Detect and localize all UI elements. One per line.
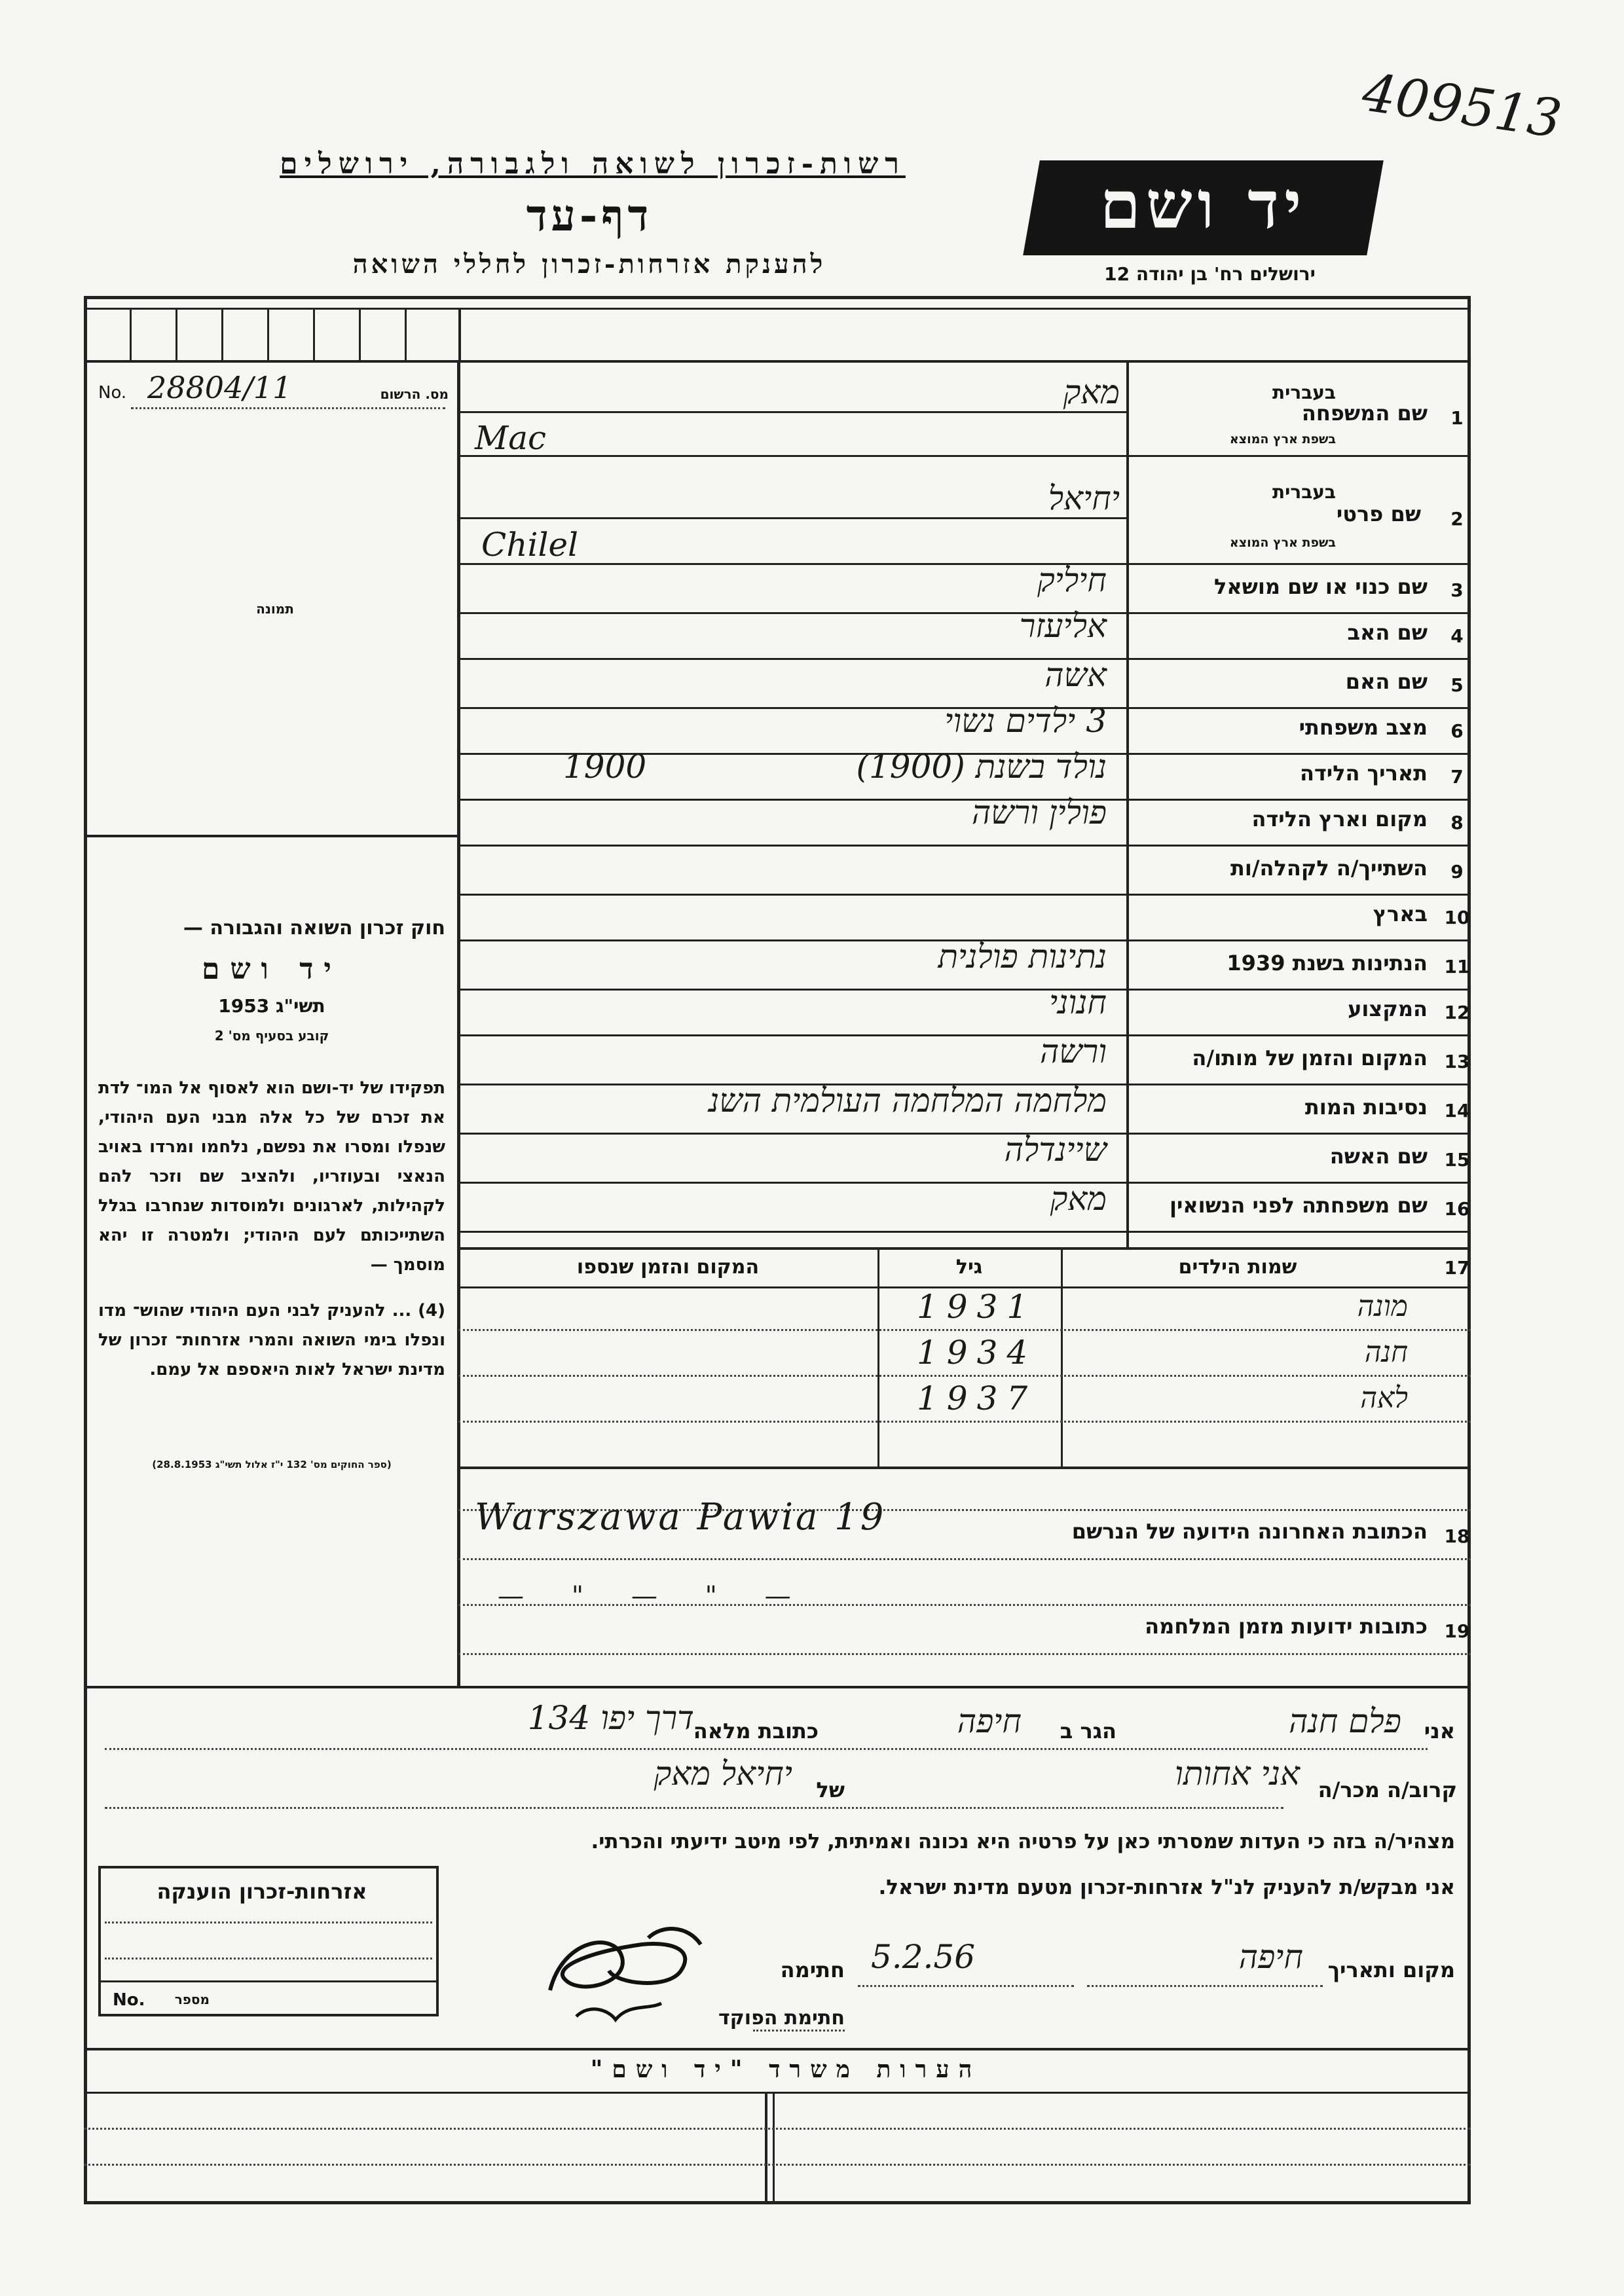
child-age: 1934 — [917, 1334, 1037, 1372]
decl-statement-1: מצהיר/ה בזה כי העדות שמסרתי כאן על פרטיה היא נכונה ואמיתית, לפי מיטב ידיעתי והכרתי. — [591, 1830, 1455, 1853]
decl-lives-label: הגר ב — [1060, 1719, 1116, 1743]
field-11-value: נתינות פולנית — [938, 938, 1107, 975]
field-2-number: 2 — [1450, 508, 1464, 530]
field-7-number: 7 — [1450, 766, 1464, 788]
law-year: תשי"ג 1953 — [218, 995, 325, 1017]
field-18-label: הכתובת האחרונה הידועה של הנרשם — [1071, 1519, 1428, 1544]
decl-place-value: חיפה — [1238, 1938, 1303, 1976]
law-section: קובע בסעיף מס' 2 — [214, 1028, 329, 1044]
children-col-place: המקום והזמן שנספו — [576, 1256, 760, 1279]
decl-addr-value: דרך יפו 134 — [527, 1699, 694, 1737]
field-16-value: מאק — [1050, 1180, 1107, 1218]
child-name: לאה — [1360, 1381, 1408, 1415]
field-18-value: Warszawa Pawia 19 — [475, 1496, 887, 1539]
decl-statement-2: אני מבקש/ת להעניק לנ"ל אזרחות-זכרון מטעם מדינת ישראל. — [878, 1876, 1455, 1899]
field-19-value: — " — " — — [498, 1581, 811, 1611]
field-19-label: כתובות ידועות מזמן המלחמה — [1145, 1614, 1428, 1639]
children-col-age: גיל — [955, 1256, 983, 1279]
field-13-number: 13 — [1444, 1051, 1470, 1072]
field-6-label: מצב משפחתי — [1299, 715, 1428, 740]
reg-no-prefix: No. — [98, 383, 127, 403]
field-10-label: בארץ — [1373, 902, 1428, 926]
field-13-label: המקום והזמן של מותו/ה — [1192, 1046, 1428, 1070]
field-12-value: חנוני — [1048, 983, 1107, 1021]
citizenship-number-label: מספר — [174, 1992, 210, 2007]
field-5-value: אשה — [1044, 656, 1107, 694]
field-12-label: המקצוע — [1348, 996, 1428, 1021]
decl-officer-signature-label: חתימת הפוקד — [718, 2007, 845, 2030]
decl-i-label: אני — [1424, 1719, 1455, 1743]
field-2-label: שם פרטי — [1336, 501, 1421, 526]
decl-i-value: פלם חנה — [1289, 1702, 1401, 1740]
child-age: 1937 — [917, 1379, 1037, 1417]
field-2-lang-local: בשפת ארץ המוצא — [1229, 536, 1336, 550]
field-11-number: 11 — [1444, 956, 1470, 977]
field-3-number: 3 — [1450, 579, 1464, 601]
law-name: יד ושם — [202, 953, 342, 986]
decl-of-label: של — [816, 1777, 845, 1802]
reg-label: מס. הרשום — [380, 386, 449, 402]
field-1-lang-local: בשפת ארץ המוצא — [1229, 432, 1336, 446]
decl-signature-label: חתימה — [780, 1958, 845, 1982]
field-13-value: ורשה — [1039, 1032, 1107, 1070]
reg-number-value: 28804/11 — [147, 370, 292, 405]
field-10-number: 10 — [1444, 907, 1470, 928]
law-text-1: תפקידו של יד-ושם הוא לאסוף אל המו־ לדת את זכרם של כל אלה מבני העם היהודי, שנפלו ומסרו את נפשם, נלחמו ומרדו באויב הנאצי ובעוזריו, ולהציב שם וזכר להם לקהילות, לארגונים ולמוסדות שנחרבו בגלל השתייכותם לעם היהודי; ולמטרה זו יהא מוסמך — — [98, 1078, 445, 1275]
logo-address: ירושלים רח' בן יהודה 12 — [1104, 263, 1316, 285]
field-3-label: שם כנוי או שם מושאל — [1213, 574, 1428, 599]
law-title: חוק זכרון השואה והגבורה — — [183, 917, 445, 939]
field-5-number: 5 — [1450, 674, 1464, 696]
law-text-2: (4) ... להעניק לבני העם היהודי שהוש־ מדו ונפלו בימי השואה והמרי אזרחות־ זכרון של מדינת ישראל לאות היאספם אל עמם. — [98, 1301, 445, 1379]
form-title: דף-עד — [526, 190, 653, 241]
field-1-number: 1 — [1450, 407, 1464, 429]
field-11-label: הנתינות בשנת 1939 — [1227, 951, 1428, 975]
field-7-value-extra: 1900 — [563, 748, 647, 786]
field-1-value-local: Mac — [475, 419, 547, 457]
field-14-label: נסיבות המות — [1304, 1095, 1428, 1120]
field-14-number: 14 — [1444, 1100, 1470, 1121]
field-12-number: 12 — [1444, 1002, 1470, 1023]
witness-signature — [537, 1912, 733, 2030]
field-15-value: שיינדלה — [1004, 1131, 1107, 1169]
law-footnote: (ספר החוקים מס' 132 י"ז אלול תשי"ג 28.8.1953) — [152, 1459, 392, 1470]
handwritten-number: 409513 — [1359, 62, 1566, 150]
decl-relative-value: אני אחותו — [1175, 1755, 1300, 1793]
field-2-value-local: Chilel — [481, 526, 579, 564]
citizenship-no-label: No. — [113, 1990, 145, 2010]
logo-text: יד ושם — [1099, 166, 1307, 244]
photo-label: תמונה — [256, 601, 294, 617]
children-row-line — [458, 1375, 1471, 1377]
field-18-number: 18 — [1444, 1525, 1470, 1547]
field-16-number: 16 — [1444, 1198, 1470, 1220]
field-8-value: פולין ורשה — [971, 793, 1107, 831]
field-15-label: שם האשה — [1329, 1144, 1428, 1169]
children-col-names: שמות הילדים — [1178, 1256, 1297, 1279]
decl-place-date-label: מקום ותאריך — [1327, 1958, 1455, 1982]
field-9-label: השתייך/ה לקהלה/ות — [1230, 856, 1428, 881]
institution-name: רשות-זכרון לשואה ולגבורה, ירושלים — [280, 147, 906, 181]
field-6-value: 3 ילדים נשוי — [944, 702, 1107, 740]
decl-addr-label: כתובת מלאה — [693, 1719, 819, 1743]
field-3-value: חיליק — [1037, 561, 1107, 599]
child-name: מונה — [1357, 1290, 1408, 1323]
remarks-title: הערות משרד "יד ושם" — [590, 2056, 982, 2083]
field-19-number: 19 — [1444, 1620, 1470, 1642]
field-1-label: שם המשפחה — [1301, 401, 1428, 426]
field-4-number: 4 — [1450, 625, 1464, 647]
field-4-label: שם האב — [1347, 620, 1428, 645]
field-1-value-he: מאק — [1063, 373, 1120, 411]
field-2-lang-he: בעברית — [1272, 481, 1336, 503]
field-14-value: מלחמה המלחמה העולמית השנ — [708, 1082, 1107, 1120]
field-9-number: 9 — [1450, 861, 1464, 883]
child-age: 1931 — [917, 1288, 1037, 1326]
field-2-value-he: יחיאל — [1048, 479, 1120, 517]
decl-date-value: 5.2.56 — [871, 1938, 976, 1976]
field-6-number: 6 — [1450, 720, 1464, 742]
form-subtitle: להענקת אזרחות-זכרון לחללי השואה — [352, 249, 826, 280]
field-4-value: אליעזר — [1019, 607, 1107, 645]
decl-of-value: יחיאל מאק — [654, 1755, 792, 1793]
child-name: חנה — [1364, 1336, 1408, 1369]
field-5-label: שם האם — [1345, 669, 1428, 694]
field-7-value: נולד בשנת (1900) — [856, 748, 1107, 786]
field-8-number: 8 — [1450, 812, 1464, 833]
field-16-label: שם משפחתה לפני הנשואין — [1169, 1193, 1428, 1218]
decl-lives-value: חיפה — [957, 1702, 1022, 1740]
field-7-label: תאריך הלידה — [1299, 761, 1428, 786]
children-row-line — [458, 1421, 1471, 1423]
citizenship-title: אזרחות-זכרון הוענקה — [157, 1879, 367, 1904]
field-1-lang-he: בעברית — [1272, 382, 1336, 403]
decl-relative-label: קרוב/ה מכר/ה — [1318, 1777, 1457, 1802]
children-row-line — [458, 1329, 1471, 1331]
children-number: 17 — [1444, 1257, 1470, 1279]
field-8-label: מקום וארץ הלידה — [1251, 807, 1428, 831]
field-15-number: 15 — [1444, 1149, 1470, 1171]
